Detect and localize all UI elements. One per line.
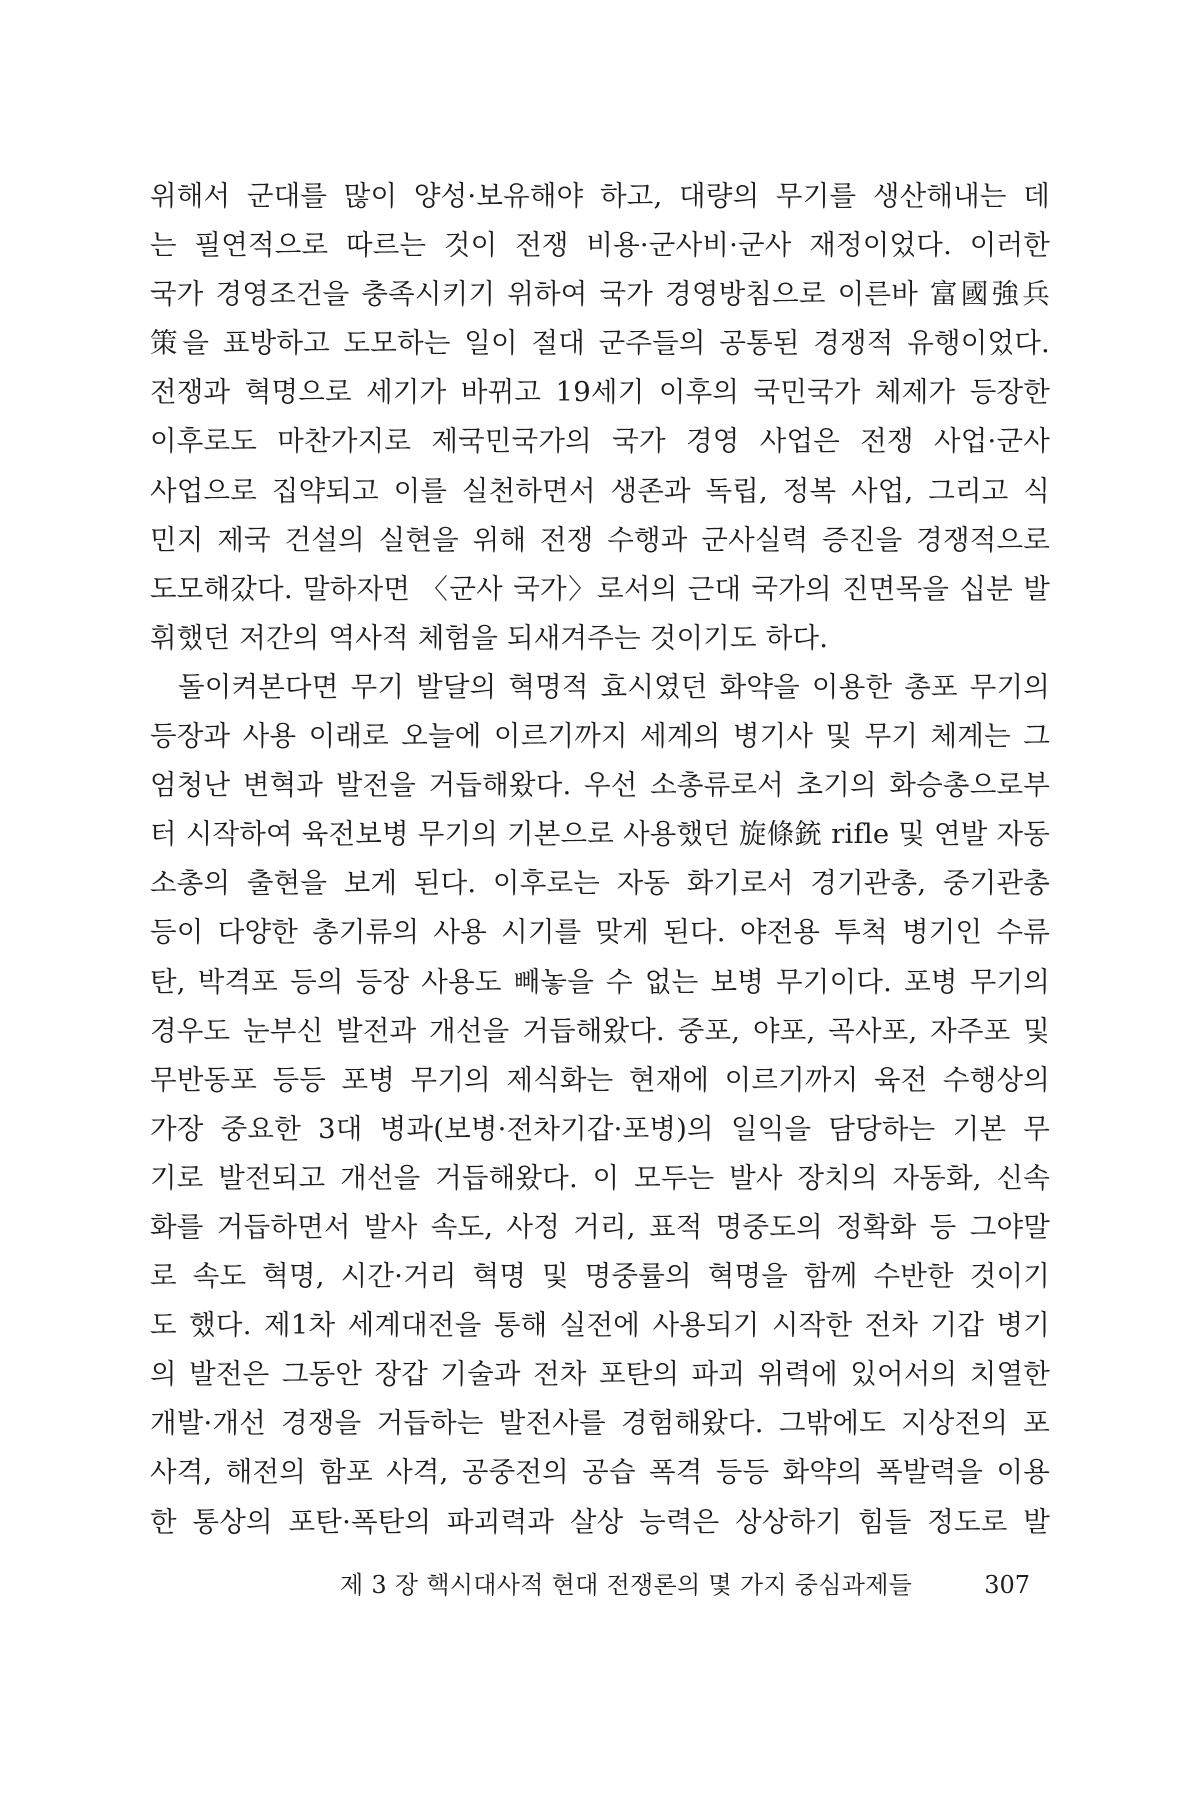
text-line: 무반동포 등등 포병 무기의 제식화는 현재에 이르기까지 육전 수행상의 <box>150 1063 1050 1096</box>
text-line: 엄청난 변혁과 발전을 거듭해왔다. 우선 소총류로서 초기의 화승총으로부 <box>150 769 1050 802</box>
paragraph-2 <box>150 663 1050 1547</box>
text-line: 로 속도 혁명, 시간·거리 혁명 및 명중률의 혁명을 함께 수반한 것이기 <box>150 1260 1050 1293</box>
text-line: 개발·개선 경쟁을 거듭하는 발전사를 경험해왔다. 그밖에도 지상전의 포 <box>150 1407 1050 1440</box>
text-line: 전쟁과 혁명으로 세기가 바뀌고 19세기 이후의 국민국가 체제가 등장한 <box>150 376 1050 409</box>
text-line: 도모해갔다. 말하자면 〈군사 국가〉로서의 근대 국가의 진면목을 십분 발 <box>150 572 1050 605</box>
text-line: 한 통상의 포탄·폭탄의 파괴력과 살상 능력은 상상하기 힘들 정도로 발 <box>150 1505 1050 1538</box>
text-line: 소총의 출현을 보게 된다. 이후로는 자동 화기로서 경기관총, 중기관총 <box>150 867 1050 900</box>
text-line: 탄, 박격포 등의 등장 사용도 빼놓을 수 없는 보병 무기이다. 포병 무기의 <box>150 965 1050 998</box>
text-line: 휘했던 저간의 역사적 체험을 되새겨주는 것이기도 하다. <box>150 621 829 654</box>
body-text <box>150 172 1050 1547</box>
text-line: 돌이켜본다면 무기 발달의 혁명적 효시였던 화약을 이용한 총포 무기의 <box>178 670 1050 703</box>
text-line: 의 발전은 그동안 장갑 기술과 전차 포탄의 파괴 위력에 있어서의 치열한 <box>150 1358 1050 1391</box>
text-line: 도 했다. 제1차 세계대전을 통해 실전에 사용되기 시작한 전차 기갑 병기 <box>150 1309 1050 1342</box>
text-line: 策을 표방하고 도모하는 일이 절대 군주들의 공통된 경쟁적 유행이었다. <box>150 327 1050 360</box>
text-line: 화를 거듭하면서 발사 속도, 사정 거리, 표적 명중도의 정확화 등 그야말 <box>150 1210 1050 1243</box>
text-line: 국가 경영조건을 충족시키기 위하여 국가 경영방침으로 이른바 富國強兵 <box>150 278 1050 311</box>
text-line: 민지 제국 건설의 실현을 위해 전쟁 수행과 군사실력 증진을 경쟁적으로 <box>150 523 1050 556</box>
text-line: 가장 중요한 3대 병과(보병·전차기갑·포병)의 일익을 담당하는 기본 무 <box>150 1112 1050 1145</box>
paragraph-1 <box>150 172 1050 663</box>
text-line: 사업으로 집약되고 이를 실천하면서 생존과 독립, 정복 사업, 그리고 식 <box>150 474 1050 507</box>
text-line: 터 시작하여 육전보병 무기의 기본으로 사용했던 旋條銃 rifle 및 연발 자동 <box>150 818 1050 851</box>
text-line: 사격, 해전의 함포 사격, 공중전의 공습 폭격 등등 화약의 폭발력을 이용 <box>150 1456 1050 1489</box>
text-line: 등이 다양한 총기류의 사용 시기를 맞게 된다. 야전용 투척 병기인 수류 <box>150 916 1050 949</box>
text-line: 기로 발전되고 개선을 거듭해왔다. 이 모두는 발사 장치의 자동화, 신속 <box>150 1161 1050 1194</box>
text-line: 이후로도 마찬가지로 제국민국가의 국가 경영 사업은 전쟁 사업·군사 <box>150 425 1050 458</box>
text-line: 는 필연적으로 따르는 것이 전쟁 비용·군사비·군사 재정이었다. 이러한 <box>150 229 1050 262</box>
page-number: 307 <box>984 1571 1030 1599</box>
running-footer <box>340 1565 1030 1605</box>
text-line: 등장과 사용 이래로 오늘에 이르기까지 세계의 병기사 및 무기 체계는 그 <box>150 720 1050 753</box>
text-line: 위해서 군대를 많이 양성·보유해야 하고, 대량의 무기를 생산해내는 데 <box>150 180 1050 212</box>
text-line: 경우도 눈부신 발전과 개선을 거듭해왔다. 중포, 야포, 곡사포, 자주포 및 <box>150 1014 1050 1047</box>
chapter-running-title: 제 3 장 핵시대사적 현대 전쟁론의 몇 가지 중심과제들 <box>340 1571 913 1599</box>
